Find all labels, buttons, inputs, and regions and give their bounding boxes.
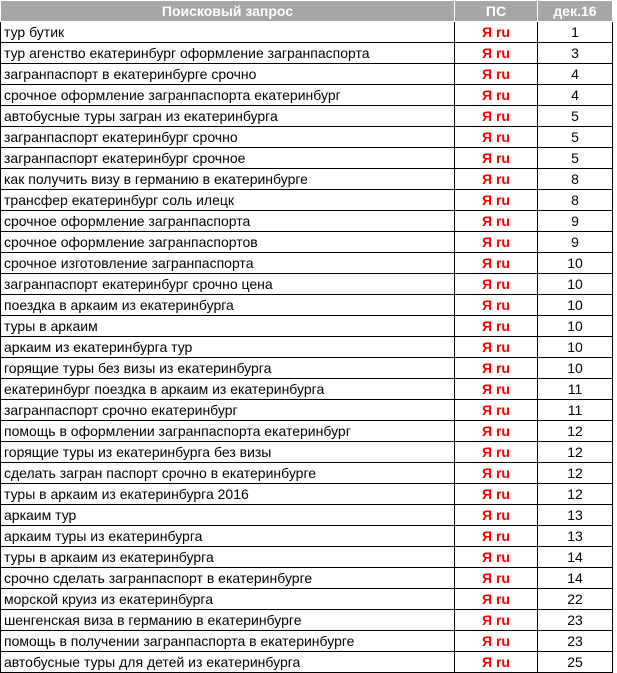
table-row bbox=[1, 610, 613, 631]
position-cell: 14 bbox=[538, 547, 613, 568]
position-cell: 11 bbox=[538, 379, 613, 400]
table-row bbox=[1, 463, 613, 484]
table-row bbox=[1, 22, 613, 43]
table-row bbox=[1, 400, 613, 421]
query-cell: шенгенская виза в германию в екатеринбурге bbox=[1, 610, 455, 631]
query-cell: срочное оформление загранпаспорта екатеринбург bbox=[1, 85, 455, 106]
position-cell: 5 bbox=[538, 127, 613, 148]
query-cell: помощь в оформлении загранпаспорта екатеринбург bbox=[1, 421, 455, 442]
search-engine-cell: Я ru bbox=[455, 337, 538, 358]
table-row bbox=[1, 85, 613, 106]
table-row bbox=[1, 652, 613, 673]
query-cell: тур агенство екатеринбург оформление загранпаспорта bbox=[1, 43, 455, 64]
position-cell: 4 bbox=[538, 85, 613, 106]
position-cell: 10 bbox=[538, 358, 613, 379]
table-row bbox=[1, 589, 613, 610]
search-engine-cell: Я ru bbox=[455, 22, 538, 43]
query-cell: поездка в аркаим из екатеринбурга bbox=[1, 295, 455, 316]
table-row bbox=[1, 505, 613, 526]
search-engine-cell: Я ru bbox=[455, 106, 538, 127]
position-cell: 11 bbox=[538, 400, 613, 421]
search-engine-cell: Я ru bbox=[455, 463, 538, 484]
position-cell: 8 bbox=[538, 169, 613, 190]
search-engine-cell: Я ru bbox=[455, 610, 538, 631]
position-cell: 13 bbox=[538, 526, 613, 547]
search-engine-cell: Я ru bbox=[455, 190, 538, 211]
table-row bbox=[1, 547, 613, 568]
header-dec: дек.16 bbox=[538, 1, 613, 22]
position-cell: 10 bbox=[538, 337, 613, 358]
query-cell: автобусные туры для детей из екатеринбурга bbox=[1, 652, 455, 673]
position-cell: 1 bbox=[538, 22, 613, 43]
position-cell: 10 bbox=[538, 253, 613, 274]
query-cell: срочно сделать загранпаспорт в екатеринбурге bbox=[1, 568, 455, 589]
table-row bbox=[1, 232, 613, 253]
search-engine-cell: Я ru bbox=[455, 295, 538, 316]
position-cell: 23 bbox=[538, 631, 613, 652]
table-row bbox=[1, 484, 613, 505]
query-cell: загранпаспорт срочно екатеринбург bbox=[1, 400, 455, 421]
search-engine-cell: Я ru bbox=[455, 232, 538, 253]
search-engine-cell: Я ru bbox=[455, 274, 538, 295]
header-query: Поисковый запрос bbox=[1, 1, 455, 22]
table-row bbox=[1, 568, 613, 589]
query-cell: загранпаспорт екатеринбург срочное bbox=[1, 148, 455, 169]
position-cell: 5 bbox=[538, 148, 613, 169]
query-cell: екатеринбург поездка в аркаим из екатеринбурга bbox=[1, 379, 455, 400]
query-cell: сделать загран паспорт срочно в екатеринбурге bbox=[1, 463, 455, 484]
table-row bbox=[1, 316, 613, 337]
search-engine-cell: Я ru bbox=[455, 442, 538, 463]
query-cell: туры в аркаим из екатеринбурга bbox=[1, 547, 455, 568]
position-cell: 9 bbox=[538, 232, 613, 253]
search-engine-cell: Я ru bbox=[455, 547, 538, 568]
position-cell: 10 bbox=[538, 295, 613, 316]
table-row bbox=[1, 148, 613, 169]
query-cell: как получить визу в германию в екатеринбурге bbox=[1, 169, 455, 190]
search-engine-cell: Я ru bbox=[455, 400, 538, 421]
search-engine-cell: Я ru bbox=[455, 169, 538, 190]
position-cell: 13 bbox=[538, 505, 613, 526]
query-cell: морской круиз из екатеринбурга bbox=[1, 589, 455, 610]
query-cell: туры в аркаим bbox=[1, 316, 455, 337]
position-cell: 22 bbox=[538, 589, 613, 610]
query-cell: загранпаспорт в екатеринбурге срочно bbox=[1, 64, 455, 85]
query-cell: туры в аркаим из екатеринбурга 2016 bbox=[1, 484, 455, 505]
query-cell: горящие туры из екатеринбурга без визы bbox=[1, 442, 455, 463]
query-cell: загранпаспорт екатеринбург срочно цена bbox=[1, 274, 455, 295]
search-engine-cell: Я ru bbox=[455, 127, 538, 148]
search-engine-cell: Я ru bbox=[455, 358, 538, 379]
search-engine-cell: Я ru bbox=[455, 85, 538, 106]
query-cell: горящие туры без визы из екатеринбурга bbox=[1, 358, 455, 379]
search-engine-cell: Я ru bbox=[455, 253, 538, 274]
position-cell: 8 bbox=[538, 190, 613, 211]
position-cell: 25 bbox=[538, 652, 613, 673]
position-cell: 5 bbox=[538, 106, 613, 127]
query-cell: тур бутик bbox=[1, 22, 455, 43]
search-engine-cell: Я ru bbox=[455, 421, 538, 442]
search-engine-cell: Я ru bbox=[455, 43, 538, 64]
position-cell: 9 bbox=[538, 211, 613, 232]
position-cell: 12 bbox=[538, 463, 613, 484]
table-row bbox=[1, 127, 613, 148]
table-row bbox=[1, 631, 613, 652]
table-row bbox=[1, 274, 613, 295]
table-row bbox=[1, 106, 613, 127]
search-engine-cell: Я ru bbox=[455, 526, 538, 547]
query-cell: помощь в получении загранпаспорта в екатеринбурге bbox=[1, 631, 455, 652]
search-engine-cell: Я ru bbox=[455, 589, 538, 610]
table-row bbox=[1, 64, 613, 85]
table-row bbox=[1, 526, 613, 547]
search-engine-cell: Я ru bbox=[455, 316, 538, 337]
search-engine-cell: Я ru bbox=[455, 379, 538, 400]
query-cell: загранпаспорт екатеринбург срочно bbox=[1, 127, 455, 148]
table-row bbox=[1, 190, 613, 211]
position-cell: 12 bbox=[538, 421, 613, 442]
search-engine-cell: Я ru bbox=[455, 652, 538, 673]
table-row bbox=[1, 337, 613, 358]
query-cell: срочное изготовление загранпаспорта bbox=[1, 253, 455, 274]
table-row bbox=[1, 169, 613, 190]
table-row bbox=[1, 43, 613, 64]
query-cell: срочное оформление загранпаспортов bbox=[1, 232, 455, 253]
header-ps: ПС bbox=[455, 1, 538, 22]
query-cell: трансфер екатеринбург соль илецк bbox=[1, 190, 455, 211]
position-cell: 12 bbox=[538, 442, 613, 463]
search-engine-cell: Я ru bbox=[455, 631, 538, 652]
query-cell: аркаим тур bbox=[1, 505, 455, 526]
table-row bbox=[1, 379, 613, 400]
position-cell: 4 bbox=[538, 64, 613, 85]
position-cell: 3 bbox=[538, 43, 613, 64]
table-row bbox=[1, 211, 613, 232]
table-row bbox=[1, 295, 613, 316]
table-row bbox=[1, 358, 613, 379]
search-engine-cell: Я ru bbox=[455, 211, 538, 232]
search-engine-cell: Я ru bbox=[455, 148, 538, 169]
table-row bbox=[1, 421, 613, 442]
search-engine-cell: Я ru bbox=[455, 505, 538, 526]
position-cell: 10 bbox=[538, 316, 613, 337]
table-row bbox=[1, 253, 613, 274]
header-row bbox=[1, 1, 613, 22]
search-engine-cell: Я ru bbox=[455, 484, 538, 505]
table-row bbox=[1, 442, 613, 463]
search-engine-cell: Я ru bbox=[455, 64, 538, 85]
query-cell: аркаим из екатеринбурга тур bbox=[1, 337, 455, 358]
position-cell: 12 bbox=[538, 484, 613, 505]
query-cell: аркаим туры из екатеринбурга bbox=[1, 526, 455, 547]
position-cell: 23 bbox=[538, 610, 613, 631]
position-cell: 10 bbox=[538, 274, 613, 295]
query-cell: срочное оформление загранпаспорта bbox=[1, 211, 455, 232]
query-cell: автобусные туры загран из екатеринбурга bbox=[1, 106, 455, 127]
search-engine-cell: Я ru bbox=[455, 568, 538, 589]
position-cell: 14 bbox=[538, 568, 613, 589]
table-body bbox=[1, 22, 613, 673]
